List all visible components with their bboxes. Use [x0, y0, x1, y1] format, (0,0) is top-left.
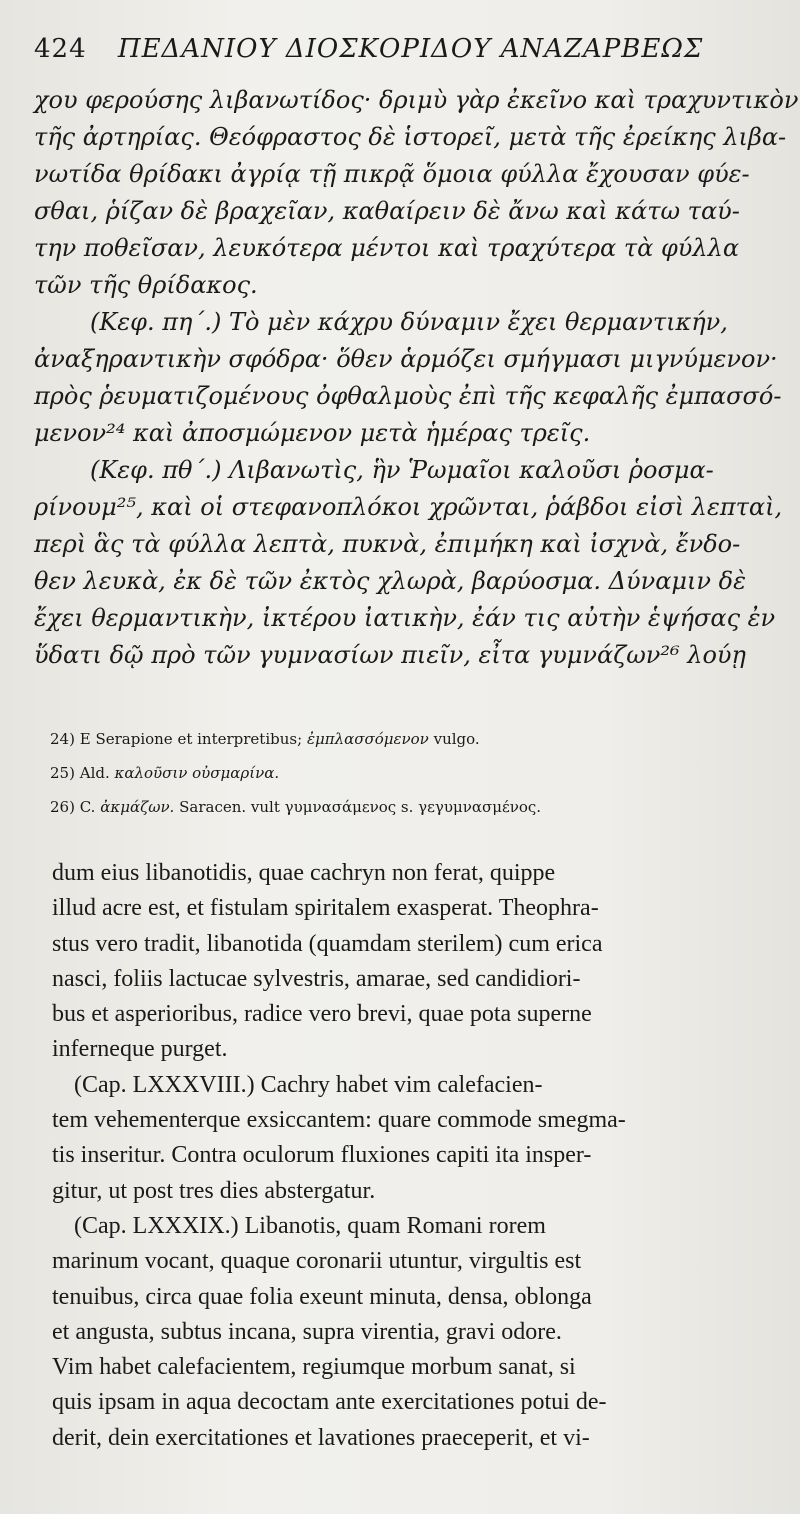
greek-line: περὶ ἃς τὰ φύλλα λεπτὰ, πυκνὰ, ἐπιμήκη καὶ ἰσχνὰ, ἔνδο-	[34, 530, 741, 558]
greek-line: ἀναξηραντικὴν σφόδρα· ὅθεν ἁρμόζει σμήγμασι μιγνύμενον·	[34, 345, 778, 373]
greek-line: νωτίδα θρίδακι ἀγρίᾳ τῇ πικρᾷ ὅμοια φύλλα ἔχουσαν φύε-	[34, 160, 750, 188]
latin-line: gitur, ut post tres dies abstergatur.	[52, 1177, 376, 1204]
greek-line: ὕδατι δῷ πρὸ τῶν γυμνασίων πιεῖν, εἶτα γυμνάζων²⁶ λούῃ	[34, 641, 746, 669]
latin-line: tem vehementerque exsiccantem: quare commode smegma-	[52, 1107, 626, 1134]
greek-line: μενον²⁴ καὶ ἀποσμώμενον μετὰ ἡμέρας τρεῖς.	[34, 419, 591, 447]
page-number: 424	[34, 34, 87, 64]
footnote	[50, 756, 770, 790]
greek-line: τῆς ἀρτηρίας. Θεόφραστος δὲ ἱστορεῖ, μετὰ τῆς ἐρείκης λιβα-	[34, 123, 787, 151]
latin-line: tis inseritur. Contra oculorum fluxiones capiti ita insper-	[52, 1142, 592, 1169]
greek-line: ρίνουμ²⁵, καὶ οἱ στεφανοπλόκοι χρῶνται, ῥάβδοι εἰσὶ λεπταὶ,	[34, 493, 783, 521]
latin-chapter-start: (Cap. LXXXVIII.) Cachry habet vim calefacien-	[74, 1071, 543, 1098]
footnote	[50, 722, 770, 756]
footnote-text: E Serapione et interpretibus;	[79, 730, 303, 748]
latin-text	[52, 856, 776, 1456]
latin-line: inferneque purget.	[52, 1036, 228, 1063]
footnotes	[50, 722, 770, 824]
running-title: ΠΕΔΑΝΙΟΥ ΔΙΟΣΚΟΡΙΔΟΥ ΑΝΑΖΑΡΒΕΩΣ	[117, 34, 704, 64]
latin-line: dum eius libanotidis, quae cachryn non ferat, quippe	[52, 860, 556, 886]
footnote-after: vulgo.	[433, 730, 480, 748]
page-header	[34, 34, 774, 64]
latin-line: bus et asperioribus, radice vero brevi, quae pota superne	[52, 1001, 592, 1028]
footnote-text: Ald.	[79, 764, 110, 782]
footnote-text: C.	[79, 798, 96, 816]
footnote-number: 26)	[50, 798, 75, 816]
latin-chapter-start: (Cap. LXXXIX.) Libanotis, quam Romani rorem	[74, 1212, 546, 1239]
greek-chapter-start: (Κεφ. πθ΄.) Λιβανωτὶς, ἣν Ῥωμαῖοι καλοῦσι ῥοσμα-	[90, 456, 714, 484]
latin-line: marinum vocant, quaque coronarii utuntur, virgultis est	[52, 1248, 582, 1275]
greek-line: τῶν τῆς θρίδακος.	[34, 271, 258, 299]
footnote-greek: ἐμπλασσόμενον	[306, 730, 429, 748]
latin-line: nasci, foliis lactucae sylvestris, amarae, sed candidiori-	[52, 965, 581, 992]
footnote-number: 24)	[50, 730, 75, 748]
greek-text	[34, 82, 799, 674]
latin-line: derit, dein exercitationes et lavationes praeceperit, et vi-	[52, 1424, 590, 1451]
footnote-greek: καλοῦσιν οὐσμαρίνα.	[114, 764, 280, 782]
greek-line: την ποθεῖσαν, λευκότερα μέντοι καὶ τραχύτερα τὰ φύλλα	[34, 234, 740, 262]
latin-line: quis ipsam in aqua decoctam ante exercitationes potui de-	[52, 1389, 607, 1416]
footnote	[50, 790, 770, 824]
greek-line: ἔχει θερμαντικὴν, ἰκτέρου ἰατικὴν, ἐάν τις αὐτὴν ἑψήσας ἐν	[34, 604, 776, 632]
greek-line: θεν λευκὰ, ἐκ δὲ τῶν ἐκτὸς χλωρὰ, βαρύοσμα. Δύναμιν δὲ	[34, 567, 746, 595]
latin-line: illud acre est, et fistulam spiritalem exasperat. Theophra-	[52, 895, 599, 922]
latin-line: tenuibus, circa quae folia exeunt minuta, densa, oblonga	[52, 1283, 592, 1310]
footnote-after: Saracen. vult γυμνασάμενος s. γεγυμνασμένος.	[179, 798, 542, 816]
greek-line: πρὸς ῥευματιζομένους ὀφθαλμοὺς ἐπὶ τῆς κεφαλῆς ἐμπασσό-	[34, 382, 782, 410]
greek-line: χου φερούσης λιβανωτίδος· δριμὺ γὰρ ἐκεῖνο καὶ τραχυντικὸν	[34, 86, 799, 114]
footnote-greek: ἀκμάζων.	[100, 798, 175, 816]
latin-line: Vim habet calefacientem, regiumque morbum sanat, si	[52, 1354, 576, 1381]
greek-line: σθαι, ῥίζαν δὲ βραχεῖαν, καθαίρειν δὲ ἄνω καὶ κάτω ταύ-	[34, 197, 740, 225]
latin-line: stus vero tradit, libanotida (quamdam sterilem) cum erica	[52, 930, 603, 957]
footnote-number: 25)	[50, 764, 75, 782]
greek-chapter-start: (Κεφ. πη΄.) Τὸ μὲν κάχρυ δύναμιν ἔχει θερμαντικήν,	[90, 308, 728, 336]
latin-line: et angusta, subtus incana, supra virentia, gravi odore.	[52, 1318, 562, 1345]
